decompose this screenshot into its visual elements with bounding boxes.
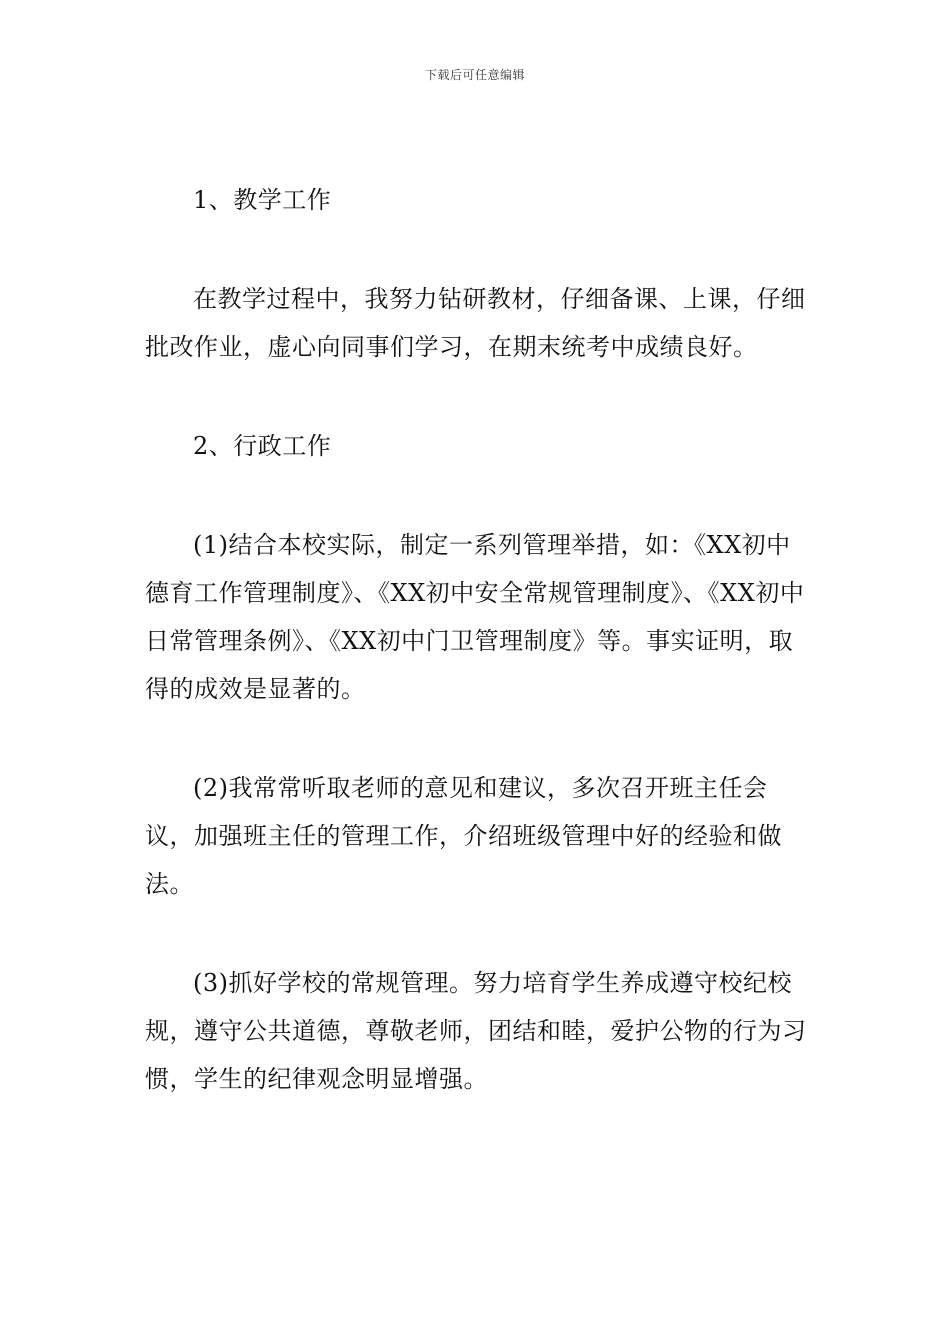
paragraph-admin-1: (1)结合本校实际，制定一系列管理举措，如：《XX初中德育工作管理制度》、《XX初中安全常规管理制度》、《XX初中日常管理条例》、《XX初中门卫管理制度》等。事实证明，取得的成效是显著的。 [145,531,805,703]
document-body [145,176,810,1103]
paragraph-teaching: 在教学过程中，我努力钻研教材，仔细备课、上课，仔细批改作业，虚心向同事们学习，在期末统考中成绩良好。 [145,285,806,361]
page-header: 下载后可任意编辑 [424,68,525,82]
section-heading-admin: 2、行政工作 [193,432,332,460]
section-heading-teaching: 1、教学工作 [193,186,332,214]
paragraph-admin-2: (2)我常常听取老师的意见和建议，多次召开班主任会议，加强班主任的管理工作，介绍班级管理中好的经验和做法。 [145,774,782,898]
paragraph-admin-3: (3)抓好学校的常规管理。努力培育学生养成遵守校纪校规，遵守公共道德，尊敬老师，团结和睦，爱护公物的行为习惯，学生的纪律观念明显增强。 [145,969,807,1093]
